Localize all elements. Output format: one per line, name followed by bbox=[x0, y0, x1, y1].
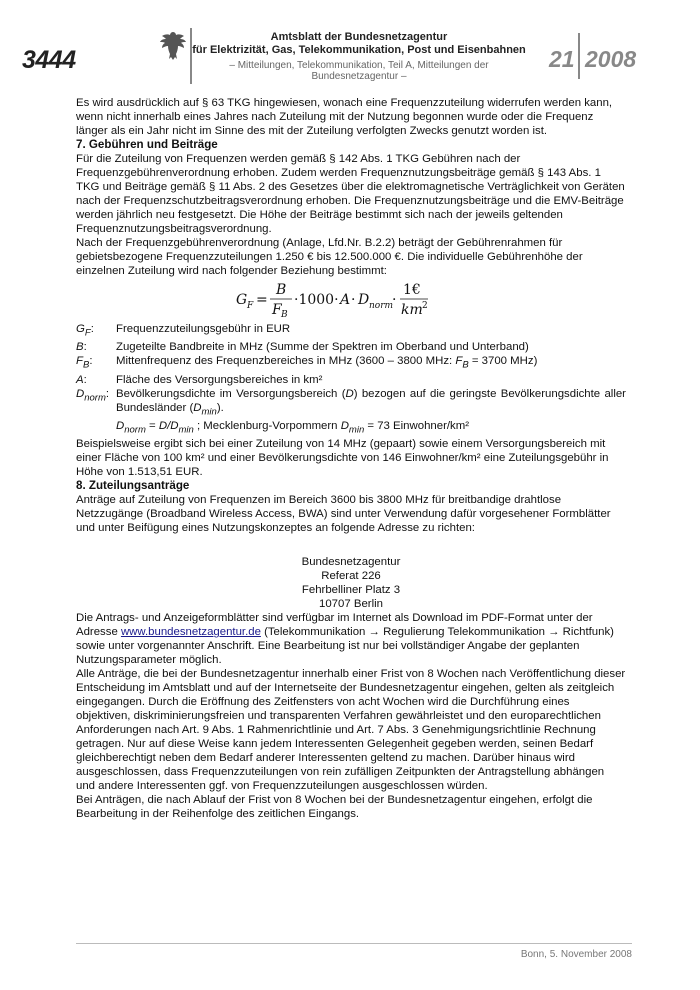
def-colon: : bbox=[89, 355, 93, 368]
issue-year: 2008 bbox=[585, 46, 637, 72]
federal-eagle-icon bbox=[158, 30, 188, 62]
formula-g: G bbox=[236, 292, 248, 308]
formula-f: F bbox=[272, 302, 282, 318]
applications-paragraph: Anträge auf Zuteilung von Frequenzen im Bereich 3600 bis 3800 MHz für breitbandige drahtlose Netzzugänge (Broadband Wireless Access, BWA) sind unter Verwendung dafür vorgesehener Formblätter und unter Beifügung eines Nutzungskonzeptes an folgende Adresse zu richten: bbox=[76, 494, 611, 535]
def-text: Bevölkerungsdichte im Versorgungsbereich (D) bezogen auf die geringste Bevölkerungsdichte aller Bundesländer $(D_{min})$. bbox=[116, 387, 626, 417]
formula-unit-den: km bbox=[401, 302, 423, 318]
formula-dot2: · bbox=[392, 292, 397, 308]
formula-b: B bbox=[276, 282, 287, 298]
dnorm-definition: $D_{norm} = D/D_{min}$ ; Mecklenburg-Vorpommern $D_{min} = 73$ Einwohner/km² bbox=[116, 419, 470, 436]
formula-g-sub: F bbox=[247, 301, 254, 311]
def-colon: : bbox=[83, 341, 87, 354]
def-text: Zugeteilte Bandbreite in MHz (Summe der Spektren im Oberband und Unterband) bbox=[116, 341, 529, 354]
def-symbol-sub: F bbox=[84, 327, 91, 339]
address-line: Referat 226 bbox=[321, 570, 381, 583]
section-heading-fees: 7. Gebühren und Beiträge bbox=[76, 138, 218, 151]
def-symbol: A bbox=[76, 373, 84, 386]
postal-address bbox=[76, 555, 626, 611]
formula-d: D bbox=[358, 292, 370, 308]
download-paragraph: Die Antrags- und Anzeigeformblätter sind verfügbar im Internet als Download im PDF-Format unter der Adresse www.bundesnetzagentur.de (Telekommunikation → Regulierung Telekommunikation → Richtfunk) sowie unter vorgenannter Anschrift. Eine Bearbeitung ist nur bei vollständiger Angabe der geplanten Nutzungsparameter möglich. bbox=[76, 612, 614, 667]
header-subtitle: – Mitteilungen, Telekommunikation, Teil A, Mitteilungen der Bundesnetzagentur – bbox=[229, 60, 489, 82]
formula-dot: · bbox=[351, 292, 356, 308]
address-line: Bundesnetzagentur bbox=[301, 556, 401, 569]
def-text: Fläche des Versorgungsbereiches in km² bbox=[116, 373, 323, 386]
footer-date: Bonn, 5. November 2008 bbox=[520, 949, 632, 960]
address-line: Fehrbelliner Platz 3 bbox=[301, 584, 401, 597]
definition-list bbox=[76, 322, 626, 437]
header-divider-right bbox=[578, 33, 580, 79]
def-symbol: G bbox=[76, 323, 85, 335]
formula-unit-num: 1€ bbox=[403, 282, 421, 298]
def-symbol: B bbox=[76, 341, 84, 354]
definition-row bbox=[76, 322, 626, 340]
definition-row bbox=[76, 340, 626, 354]
intro-paragraph: Es wird ausdrücklich auf § 63 TKG hingewiesen, wonach eine Frequenzzuteilung widerrufen werden kann, wenn nicht innerhalb eines Jahres nach Zuteilung mit der Nutzung begonnen wurde oder die Frequenz länger als ein Jahr nicht im Sinne des mit der Zuteilung verfolgten Zwecks genutzt worden ist. bbox=[76, 97, 613, 137]
document-body bbox=[76, 96, 626, 821]
formula-unit-exp: 2 bbox=[422, 301, 428, 311]
def-symbol-sub: norm bbox=[84, 391, 106, 403]
def-colon: : bbox=[105, 387, 110, 400]
formula-eq: = bbox=[256, 292, 268, 308]
header-title: Amtsblatt der Bundesnetzagentur bbox=[270, 31, 448, 43]
definition-row bbox=[76, 373, 626, 387]
header-title-line2: für Elektrizität, Gas, Telekommunikation, Post und Eisenbahnen bbox=[192, 44, 526, 56]
def-symbol-sub: B bbox=[82, 359, 90, 371]
def-text: Mittenfrequenz des Frequenzbereiches in MHz (3600 – 3800 MHz: $F_B = 3700$ MHz) bbox=[116, 355, 538, 371]
definition-row bbox=[76, 354, 626, 372]
issue-number: 21 bbox=[549, 46, 575, 72]
def-colon: : bbox=[83, 373, 87, 386]
formula-d-sub: norm bbox=[369, 301, 394, 311]
footer-divider bbox=[76, 943, 632, 944]
bundesnetzagentur-link[interactable]: www.bundesnetzagentur.de bbox=[120, 626, 261, 639]
formula-factor: ·1000· bbox=[294, 292, 339, 308]
late-applications-paragraph: Bei Anträgen, die nach Ablauf der Frist von 8 Wochen bei der Bundesnetzagentur eingehen, erfolgt die Bearbeitung in der Reihenfolge des zeitlichen Eingangs. bbox=[76, 794, 593, 821]
def-colon: : bbox=[90, 323, 94, 335]
def-symbol: F bbox=[76, 355, 83, 368]
fee-formula bbox=[76, 280, 626, 320]
fee-example-paragraph: Beispielsweise ergibt sich bei einer Zuteilung von 14 MHz (gepaart) sowie einem Versorgungsbereich mit einer Fläche von 100 km² und einer Bevölkerungsdichte von 146 Einwohner/km² eine Zuteilungsgebühr in Höhe von 1.513,51 EUR. bbox=[76, 438, 609, 479]
formula-a: A bbox=[340, 292, 351, 308]
deadline-paragraph: Alle Anträge, die bei der Bundesnetzagentur innerhalb einer Frist von 8 Wochen nach Veröffentlichung dieser Entscheidung im Amtsblatt und auf der Internetseite der Bundesnetzagentur eingehen, gelten als zeitgleich eingegangen. Durch die Eröffnung des Zeitfensters von acht Wochen wird die Durchführung eines objektiven, diskriminierungsfreien und transparenten Verfahren gewährleistet und den europarechtlichen Anforderungen nach Art. 9 Abs. 1 Rahmenrichtlinie und Art. 7 Abs. 3 Genehmigungsrichtlinie Rechnung getragen. Nur auf diese Weise kann jedem Interessenten Gelegenheit gegeben werden, seinen Bedarf gleichberechtigt neben dem Bedarf anderer Interessenten geltend zu machen. Darüber hinaus wird ausgeschlossen, dass Frequenzzuteilungen von rein zufälligen Zeitpunkten der Antragstellung abhängen und andere Interessenten ggf. von Frequenzzuteilungen ausgeschlossen würden. bbox=[76, 668, 626, 793]
fees-paragraph: Für die Zuteilung von Frequenzen werden gemäß § 142 Abs. 1 TKG Gebühren nach der Frequenzgebührenverordnung erhoben. Zudem werden Frequenznutzungsbeiträge gemäß § 143 Abs. 1 TKG und Beiträge gemäß § 11 Abs. 2 des Gesetzes über die elektromagnetische Verträglichkeit von Geräten nach der Frequenzschutzbeitragsverordnung erhoben. Die Frequenznutzungsbeiträge und die EMV-Beiträge werden jährlich neu festgesetzt. Die Höhe der Beiträge bestimmt sich nach der jeweils geltenden Frequenznutzungsbeitragsverordnung. bbox=[76, 153, 625, 235]
fee-range-paragraph: Nach der Frequenzgebührenverordnung (Anlage, Lfd.Nr. B.2.2) beträgt der Gebührenrahmen für gebietsbezogene Frequenzzuteilungen 1.250 € bis 12.500.000 €. Die individuelle Gebührenhöhe der einzelnen Zuteilung wird nach folgender Beziehung bestimmt: bbox=[76, 237, 583, 277]
formula-f-sub: B bbox=[281, 310, 288, 320]
def-symbol: D bbox=[76, 387, 85, 400]
def-text: Frequenzzuteilungsgebühr in EUR bbox=[116, 323, 291, 335]
section-heading-applications: 8. Zuteilungsanträge bbox=[76, 479, 190, 493]
definition-row bbox=[76, 387, 626, 419]
address-line: 10707 Berlin bbox=[319, 598, 383, 611]
page-number: 3444 bbox=[22, 46, 76, 74]
